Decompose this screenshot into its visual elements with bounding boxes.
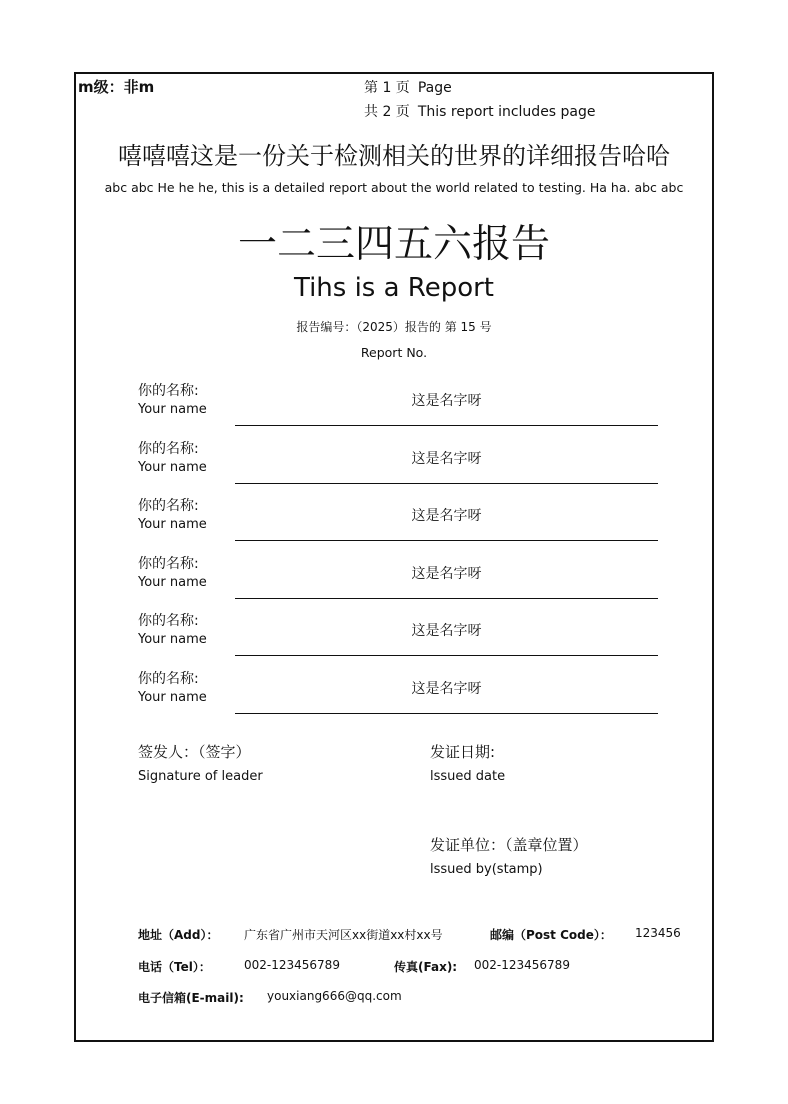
page-total-zh: 共 2 页 bbox=[364, 104, 410, 120]
name-field-label-en: Your name bbox=[138, 517, 207, 532]
email-label: 电子信箱(E-mail): bbox=[138, 991, 244, 1005]
name-field-underline bbox=[235, 713, 658, 714]
name-field-underline bbox=[235, 540, 658, 541]
issued-by-label-en: lssued by(stamp) bbox=[430, 862, 543, 877]
name-field-underline bbox=[235, 655, 658, 656]
issue-date-label: 发证日期: bbox=[430, 743, 496, 761]
page-total-en: This report includes page bbox=[417, 104, 596, 120]
name-field-value: 这是名字呀 bbox=[411, 508, 482, 524]
report-title-en: abc abc He he he, this is a detailed report about the world related to testing. Ha ha. abc abc bbox=[104, 180, 684, 195]
name-field-label-zh: 你的名称: bbox=[138, 383, 199, 399]
name-field-label-en: Your name bbox=[138, 632, 207, 647]
name-field-value: 这是名字呀 bbox=[411, 566, 482, 582]
name-field-label-en: Your name bbox=[138, 402, 207, 417]
name-field-row bbox=[138, 380, 658, 437]
signature-label-en: Signature of leader bbox=[138, 769, 263, 784]
name-field-underline bbox=[235, 598, 658, 599]
page-number-zh: 第 1 页 bbox=[364, 80, 410, 96]
name-field-label-zh: 你的名称: bbox=[138, 441, 199, 457]
name-field-underline bbox=[235, 483, 658, 484]
name-field-row bbox=[138, 438, 658, 495]
name-field-row bbox=[138, 495, 658, 552]
postcode-value: 123456 bbox=[635, 926, 681, 940]
issue-date-label-en: lssued date bbox=[430, 769, 506, 784]
name-field-underline bbox=[235, 425, 658, 426]
name-field-row bbox=[138, 610, 658, 667]
fax-value: 002-123456789 bbox=[474, 958, 570, 972]
name-field-label-en: Your name bbox=[138, 690, 207, 705]
address-label: 地址（Add）： bbox=[138, 928, 219, 942]
security-level: m级：非m bbox=[78, 78, 155, 96]
fax-label: 传真(Fax): bbox=[394, 960, 458, 974]
tel-value: 002-123456789 bbox=[244, 958, 340, 972]
page-number-en: Page bbox=[417, 80, 452, 96]
name-field-label-zh: 你的名称: bbox=[138, 498, 199, 514]
report-number-en: Report No. bbox=[360, 345, 428, 360]
main-title-zh: 一二三四五六报告 bbox=[237, 222, 550, 267]
postcode-label: 邮编（Post Code）： bbox=[490, 928, 612, 942]
name-field-label-zh: 你的名称: bbox=[138, 671, 199, 687]
name-field-value: 这是名字呀 bbox=[411, 623, 482, 639]
signature-label: 签发人：（签字） bbox=[138, 743, 251, 761]
email-value: youxiang666@qq.com bbox=[267, 989, 402, 1003]
name-field-label-en: Your name bbox=[138, 575, 207, 590]
tel-label: 电话（Tel）： bbox=[138, 960, 211, 974]
name-field-label-zh: 你的名称: bbox=[138, 556, 199, 572]
name-field-value: 这是名字呀 bbox=[411, 393, 482, 409]
page-number bbox=[364, 77, 452, 97]
report-number: 报告编号：（2025）报告的 第 15 号 bbox=[296, 320, 492, 334]
main-title-en: Tihs is a Report bbox=[293, 273, 494, 303]
report-title-zh: 嘻嘻嘻这是一份关于检测相关的世界的详细报告哈哈 bbox=[118, 142, 670, 170]
name-field-row bbox=[138, 553, 658, 610]
name-field-label-zh: 你的名称: bbox=[138, 613, 199, 629]
name-field-value: 这是名字呀 bbox=[411, 451, 482, 467]
name-field-label-en: Your name bbox=[138, 460, 207, 475]
name-field-value: 这是名字呀 bbox=[411, 681, 482, 697]
address-value: 广东省广州市天河区xx街道xx村xx号 bbox=[244, 928, 443, 942]
issued-by-label: 发证单位：（盖章位置） bbox=[430, 836, 588, 854]
name-field-row bbox=[138, 668, 658, 725]
page-total bbox=[364, 101, 596, 121]
